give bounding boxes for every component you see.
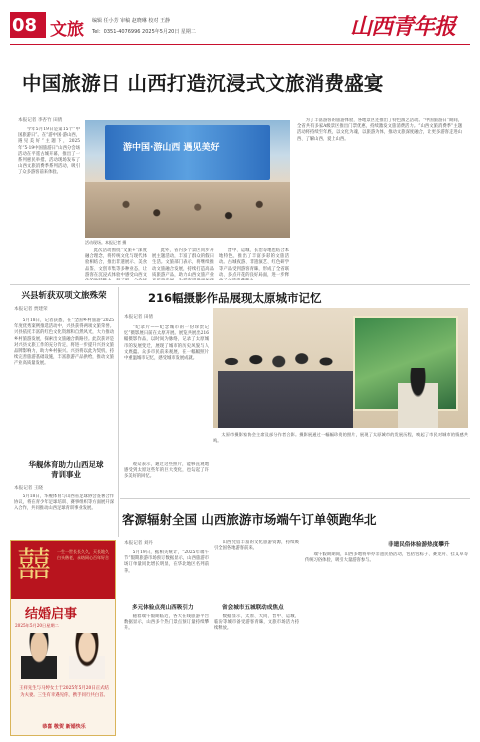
left-article-1-body: [14, 318, 114, 446]
divider-v1: [118, 287, 119, 537]
main-photo: [85, 120, 290, 238]
left-article-2-text: 5月18日，华舰体育与山西省足球协会签署合作协议，将在青少年足球培训、赛事组织等方面展开深入合作，共同推动山西足球青训事业发展。: [14, 494, 114, 512]
feature-body: [124, 325, 209, 460]
main-col4: 晋中、运城、长治等地也结合本地特色，推出了丰富多彩的文旅活动。古城夜游、非遗演艺、红色研学等产品受到游客青睐，形成了全省联动、多点开花的良好局面，进一步释: [219, 248, 289, 278]
ad-footer: 恭喜 敬贺 新婚快乐: [42, 724, 86, 730]
main-col2: 此次活动围绕“文旅+”深度融合理念，将传统文化与现代体验相结合，推出非遗展示、美食品鉴、文创市集等多种业态，让游客在沉浸式体验中感受山西文: [85, 248, 147, 278]
feature-headline: 216幅摄影作品展现太原城市记忆: [148, 291, 322, 305]
page-header: [0, 0, 480, 48]
bottom-col4: [214, 614, 299, 734]
left-article-1-headline: 兴县斩获双项文旅殊荣: [21, 291, 107, 301]
editor-line: 编辑 任小芳 审稿 赵晓琳 校对 王静: [92, 18, 170, 24]
group-people: [218, 333, 353, 428]
feature-photo: [213, 308, 468, 428]
ad-title: 结婚启事: [25, 607, 78, 622]
bottom-subhead-1: 多元体验点亮山西吸引力: [132, 605, 194, 611]
main-article-right: [297, 118, 462, 278]
photo-caption: 活动现场。本报记者 摄: [85, 240, 127, 245]
bottom-subhead-3: 非遗民俗体验游热度攀升: [388, 542, 450, 548]
bottom-col4-text: 数据显示，太原、大同、晋中、运城、临汾等城市备受游客青睐，文旅市场活力持续释放。: [214, 614, 299, 632]
contact-line: Tel：0351-4076996 2025年5月20日 星期二: [92, 29, 196, 35]
wedding-ad: [10, 540, 116, 736]
groom-photo: [21, 633, 57, 679]
main-article-col3: [152, 248, 214, 280]
bottom-headline: 客源辐射全国 山西旅游市场端午订单领跑华北: [122, 512, 377, 527]
main-col3: 此外，省内多个景区同步开展主题活动，丰富了群众的假日生活。文旅部门表示，将继续推动文旅融合发展，持续打造高品质旅游产品，助力山西文旅产业: [152, 248, 214, 278]
left-article-1-text: 5月18日，记者获悉，在“全国乡村旅游”2025年度优秀案例推选活动中，兴县获得两项文旅荣誉。兴县依托丰富的红色文化资源和自然风光，大力推动乡村旅游发展，探索出文旅融合新路径。此次获评是对兴县文旅工作的充分肯定，将进一步提升兴县文旅品牌影响力，助力乡村振兴。兴县将以此为契机，持续完善旅游基础设施，丰富旅游产品供给，推动文旅产业高质量发展。: [14, 318, 114, 367]
ad-date: 2025年5月20日星期二: [15, 623, 59, 628]
main-byline: 本报记者 李杏竹 田倩: [18, 118, 63, 123]
main-article-col2: [85, 248, 147, 280]
feature-caption-text: 太原市摄影家协会主席及部分作者合影。摄影展通过一幅幅珍贵的照片，展现了太原城市的发展历程，唤起了市民对城市的情感共鸣。: [213, 432, 468, 444]
left-article-2-byline: 本报记者 王晓: [14, 486, 44, 491]
bottom-col3-text: 山西凭借丰富的文化旅游资源，持续吸引全国各地游客前来。: [214, 540, 299, 552]
photo-crowd: [85, 182, 290, 238]
masthead-logo: 山西青年报: [350, 14, 456, 40]
ad-blessing: 一生一世长长久久，天长地久白头偕老，永结同心百年好合: [57, 549, 109, 560]
main-article-col1: [18, 127, 80, 267]
bottom-subhead-2: 省会城市五城联动成焦点: [222, 605, 284, 611]
main-right: 为了丰富游客的旅游体验，各地景区还推出了特色演艺活动。“中国旅游日”期间，全省共有多家A级景区推出门票优惠，持续激发文旅消费活力。“山西文旅消费季”主题活动将持续至年底，以文化为魂，以旅游为体，推动文旅深度融合，让更多游客走进山西、了解山西、爱上山西。: [297, 118, 462, 142]
left-article-2-body: [14, 494, 114, 532]
bride-photo: [69, 633, 105, 679]
divider-2: [120, 498, 470, 499]
section-label: 文旅: [50, 20, 84, 40]
bottom-col2: [124, 614, 209, 734]
feature-col2-text: 观众表示，通过这些照片，能够直观地感受到太原这些年的巨大变化，也勾起了许多美好的回忆。: [124, 462, 209, 480]
header-rule: [10, 44, 470, 45]
bottom-col3: [214, 540, 299, 598]
bottom-right-text: 端午假期期间，山西多地将举办非遗民俗活动，包括包粽子、赛龙舟、挂艾草等传统习俗体验，吸引大量游客参与。: [305, 552, 468, 564]
double-happiness-icon: 囍: [17, 545, 51, 585]
main-intro: 今年5月19日是第15个“中国旅游日”。在“游中国·游山西，遇见美好”主题下，2025年“5·19中国旅游日”山西分会场活动在平遥古城开幕，推出了一系列惠民举措。活动现场发布了山西文旅消费季系列活动，吸引了众多游客前来体验。: [18, 127, 80, 176]
bottom-right-col: [305, 552, 468, 732]
feature-byline: 本报记者 田倩: [124, 315, 154, 320]
divider-1: [10, 284, 470, 285]
bottom-col1: [124, 550, 209, 598]
page-number: 08: [12, 15, 38, 36]
bottom-body: 5月19日，据相关统计，“2025年端午节”假期旅游市场预订数据显示，山西旅游市场订单量同比增长明显，在华北地区名列前茅。: [124, 550, 209, 574]
ad-couple-text: 王祥先生与马婷女士于2025年5月20日正式结为夫妻。三生有幸遇见你，携手同行共白首。: [19, 686, 109, 698]
photo-banner-text: 游中国·游山西 遇见美好: [123, 143, 220, 153]
person-right: [398, 368, 438, 428]
feature-text: “纪录片——纪念城市的一份珍贵记忆”摄影展日前在太原开展。展览共展出216幅摄影作品，以时间为脉络，记录了太原城市的发展变迁，展现了城市的历史风貌与人文底蕴。众多市民前来观展，在一幅幅照片中重温城市记忆，感受城市发展成就。: [124, 325, 209, 362]
bottom-byline: 本报记者 刘丹: [124, 541, 154, 546]
left-article-1-byline: 本报记者 贾建荣: [14, 307, 48, 312]
main-article-col4: [219, 248, 289, 280]
bottom-col2-text: 随着端午假期临近，各大在线旅游平台数据显示，山西多个热门景点预订量持续攀升。: [124, 614, 209, 632]
main-headline: 中国旅游日 山西打造沉浸式文旅消费盛宴: [22, 72, 384, 95]
feature-caption: [213, 432, 468, 462]
left-article-2-headline: 华舰体育助力山西足球青训事业: [28, 460, 104, 479]
